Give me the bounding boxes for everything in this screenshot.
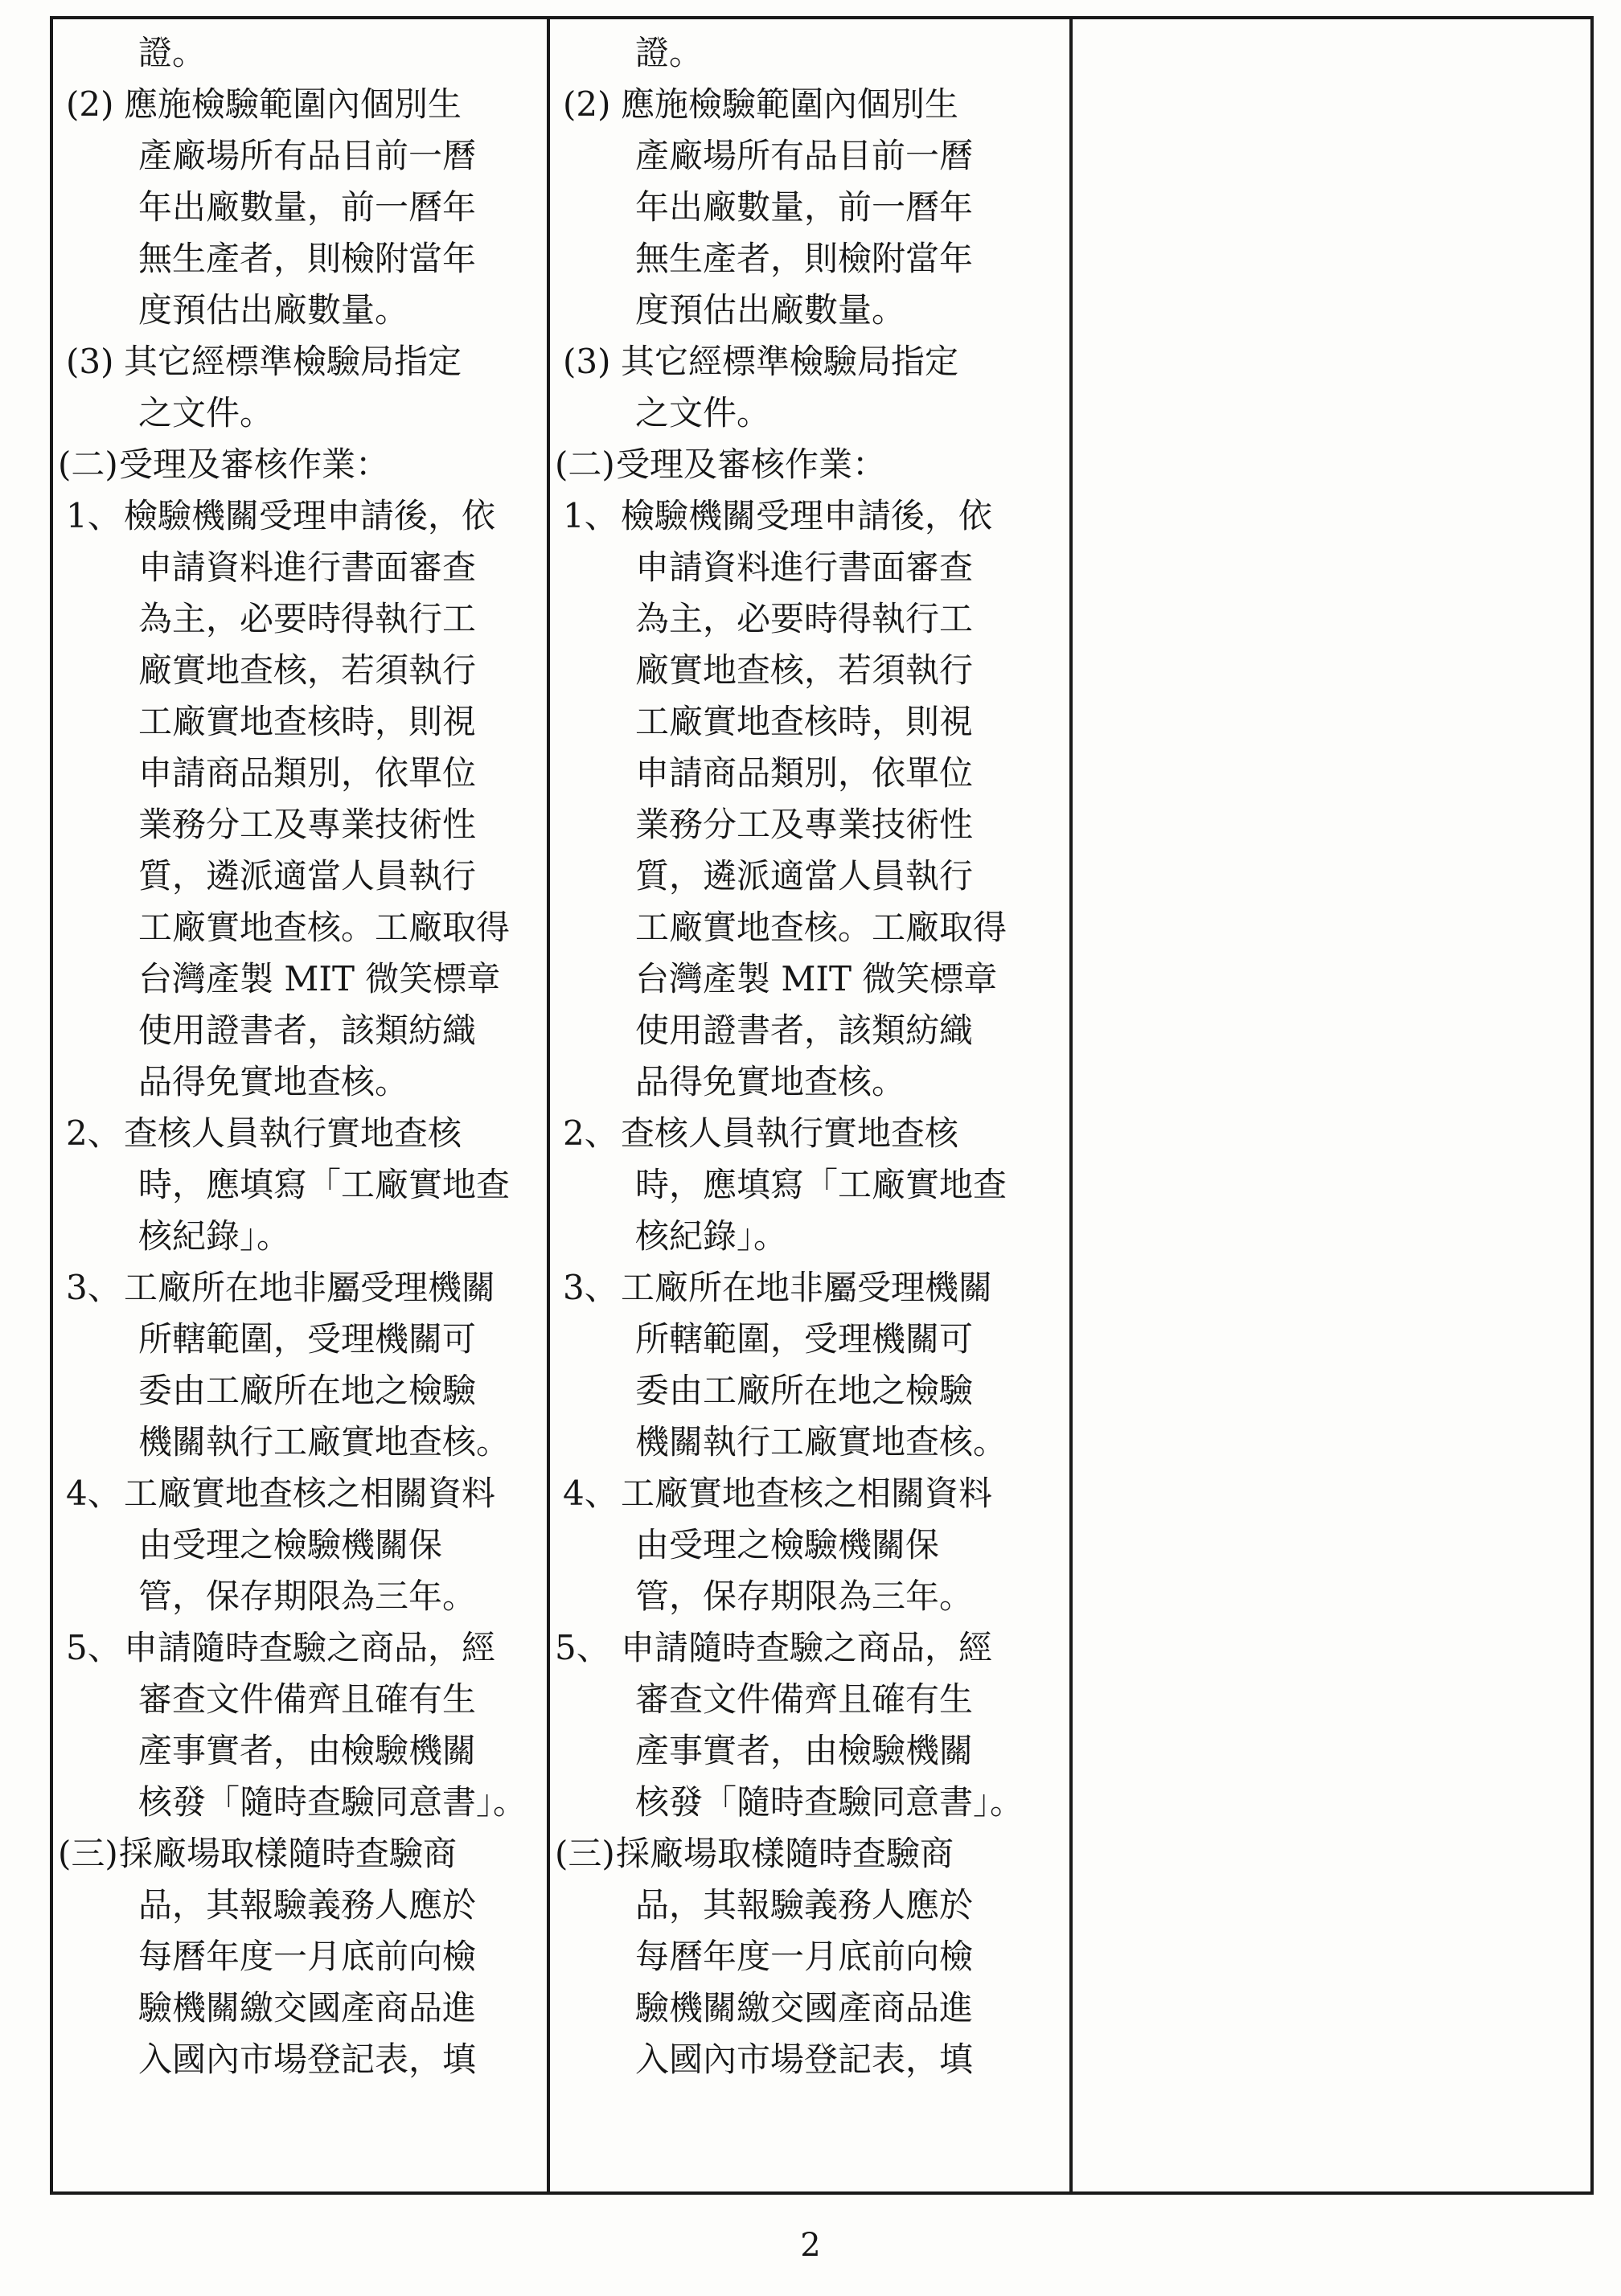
text-line <box>550 1725 1069 1777</box>
item-label: 1、 <box>563 496 618 535</box>
text-line <box>550 1468 1069 1519</box>
line-text: 證。 <box>138 33 207 72</box>
line-text: 受理及審核作業： <box>119 445 390 484</box>
text-line <box>53 1365 547 1417</box>
text-line <box>53 182 547 233</box>
line-text: 業務分工及專業技術性 <box>138 805 477 844</box>
item-label: (3) <box>66 342 114 381</box>
text-line <box>53 1468 547 1519</box>
item-label: 2、 <box>66 1113 121 1153</box>
line-text: 工廠實地查核之相關資料 <box>124 1474 496 1513</box>
line-text: 之文件。 <box>138 393 274 433</box>
line-text: 工廠實地查核時，則視 <box>635 702 974 741</box>
line-text: 驗機關繳交國產商品進 <box>635 1988 974 2027</box>
line-text: 所轄範圍，受理機關可 <box>138 1319 477 1359</box>
text-line <box>53 1056 547 1108</box>
text-line <box>53 748 547 799</box>
line-text: 工廠實地查核。工廠取得 <box>138 908 511 947</box>
text-line <box>53 1417 547 1468</box>
line-text: 使用證書者，該類紡織 <box>635 1011 974 1050</box>
text-line <box>550 1828 1069 1880</box>
line-text: 管，保存期限為三年。 <box>138 1576 477 1616</box>
line-text: 年出廠數量，前一曆年 <box>635 187 974 227</box>
text-line <box>53 1880 547 1931</box>
item-label: (3) <box>563 342 611 381</box>
line-text: 無生產者，則檢附當年 <box>138 239 477 278</box>
text-line <box>550 490 1069 542</box>
text-line <box>53 79 547 130</box>
line-text: 審查文件備齊且確有生 <box>138 1679 477 1719</box>
item-label: (三) <box>555 1834 615 1873</box>
text-line <box>53 1674 547 1725</box>
right-column <box>1073 27 1592 2191</box>
text-line <box>53 1108 547 1159</box>
line-text: 申請商品類別，依單位 <box>635 753 974 793</box>
line-text: 業務分工及專業技術性 <box>635 805 974 844</box>
text-line <box>53 902 547 953</box>
item-label: (2) <box>66 84 114 124</box>
line-text: 品，其報驗義務人應於 <box>138 1885 477 1925</box>
line-text: 核發「隨時查驗同意書」。 <box>635 1782 1024 1822</box>
item-label: 5、 <box>555 1628 610 1667</box>
line-text: 工廠實地查核。工廠取得 <box>635 908 1007 947</box>
page-number: 2 <box>800 2227 821 2264</box>
line-text: 產事實者，由檢驗機關 <box>635 1731 974 1770</box>
text-line <box>53 336 547 387</box>
text-line <box>53 799 547 851</box>
text-line <box>550 1880 1069 1931</box>
text-line <box>53 233 547 285</box>
text-line <box>550 285 1069 336</box>
line-text: 核發「隨時查驗同意書」。 <box>138 1782 527 1822</box>
line-text: 由受理之檢驗機關保 <box>635 1525 940 1564</box>
middle-column <box>550 27 1069 2191</box>
text-line <box>550 336 1069 387</box>
line-text: 查核人員執行實地查核 <box>124 1113 462 1153</box>
text-line <box>53 285 547 336</box>
line-text: 管，保存期限為三年。 <box>635 1576 974 1616</box>
text-line <box>53 1314 547 1365</box>
text-line <box>550 233 1069 285</box>
line-text: 申請隨時查驗之商品，經 <box>124 1628 496 1667</box>
line-text: 查核人員執行實地查核 <box>621 1113 959 1153</box>
line-text: 入國內市場登記表，填 <box>138 2040 477 2079</box>
text-line <box>550 1262 1069 1314</box>
text-line <box>550 1674 1069 1725</box>
item-label: 5、 <box>66 1628 121 1667</box>
line-text: 採廠場取樣隨時查驗商 <box>119 1834 458 1873</box>
line-text: 年出廠數量，前一曆年 <box>138 187 477 227</box>
line-text: 度預估出廠數量。 <box>138 290 409 330</box>
line-text: 為主，必要時得執行工 <box>635 599 974 638</box>
text-line <box>53 542 547 593</box>
text-line <box>53 490 547 542</box>
text-line <box>53 1519 547 1571</box>
line-text: 核紀錄」。 <box>138 1216 291 1256</box>
text-line <box>550 2034 1069 2085</box>
text-line <box>550 645 1069 696</box>
text-line <box>550 1622 1069 1674</box>
text-line <box>53 1725 547 1777</box>
line-text: 之文件。 <box>635 393 771 433</box>
line-text: 廠實地查核，若須執行 <box>138 650 477 690</box>
line-text: 入國內市場登記表，填 <box>635 2040 974 2079</box>
text-line <box>550 748 1069 799</box>
line-text: 品，其報驗義務人應於 <box>635 1885 974 1925</box>
text-line <box>550 387 1069 439</box>
line-text: 應施檢驗範圍內個別生 <box>124 84 462 124</box>
line-text: 工廠實地查核時，則視 <box>138 702 477 741</box>
item-label: (2) <box>563 84 611 124</box>
line-text: 申請資料進行書面審查 <box>138 547 477 587</box>
item-label: (二) <box>555 445 615 484</box>
line-text: 審查文件備齊且確有生 <box>635 1679 974 1719</box>
text-line <box>550 542 1069 593</box>
item-label: 2、 <box>563 1113 618 1153</box>
text-line <box>550 1417 1069 1468</box>
item-label: 3、 <box>563 1268 618 1307</box>
text-line <box>53 953 547 1005</box>
line-text: 每曆年度一月底前向檢 <box>635 1937 974 1976</box>
line-text: 應施檢驗範圍內個別生 <box>621 84 959 124</box>
line-text: 為主，必要時得執行工 <box>138 599 477 638</box>
text-line <box>550 1365 1069 1417</box>
text-line <box>53 593 547 645</box>
line-text: 採廠場取樣隨時查驗商 <box>616 1834 954 1873</box>
line-text: 驗機關繳交國產商品進 <box>138 1988 477 2027</box>
text-line <box>550 1211 1069 1262</box>
line-text: 無生產者，則檢附當年 <box>635 239 974 278</box>
text-line <box>53 1005 547 1056</box>
item-label: 3、 <box>66 1268 121 1307</box>
text-line <box>53 1159 547 1211</box>
text-line <box>550 1159 1069 1211</box>
line-text: 時，應填寫「工廠實地查 <box>635 1165 1007 1204</box>
line-text: 工廠實地查核之相關資料 <box>621 1474 993 1513</box>
text-line <box>550 1314 1069 1365</box>
line-text: 申請商品類別，依單位 <box>138 753 477 793</box>
line-text: 產廠場所有品目前一曆 <box>138 136 477 175</box>
text-line <box>53 851 547 902</box>
text-line <box>53 439 547 490</box>
line-text: 申請資料進行書面審查 <box>635 547 974 587</box>
text-line <box>53 387 547 439</box>
item-label: 4、 <box>66 1474 121 1513</box>
text-line <box>550 799 1069 851</box>
line-text: 核紀錄」。 <box>635 1216 788 1256</box>
text-line <box>550 902 1069 953</box>
comparison-table <box>50 16 1594 2195</box>
line-text: 每曆年度一月底前向檢 <box>138 1937 477 1976</box>
text-line <box>550 1571 1069 1622</box>
line-text: 台灣產製 MIT 微笑標章 <box>635 959 998 998</box>
line-text: 檢驗機關受理申請後，依 <box>124 496 496 535</box>
text-line <box>53 1828 547 1880</box>
line-text: 委由工廠所在地之檢驗 <box>635 1371 974 1410</box>
text-line <box>53 2034 547 2085</box>
line-text: 工廠所在地非屬受理機關 <box>621 1268 993 1307</box>
text-line <box>53 27 547 79</box>
text-line <box>53 130 547 182</box>
text-line <box>53 1262 547 1314</box>
text-line <box>53 1571 547 1622</box>
line-text: 產事實者，由檢驗機關 <box>138 1731 477 1770</box>
item-label: 4、 <box>563 1474 618 1513</box>
line-text: 廠實地查核，若須執行 <box>635 650 974 690</box>
text-line <box>550 1005 1069 1056</box>
text-line <box>53 696 547 748</box>
text-line <box>550 851 1069 902</box>
text-line <box>53 1211 547 1262</box>
text-line <box>550 439 1069 490</box>
text-line <box>550 1108 1069 1159</box>
text-line <box>550 696 1069 748</box>
line-text: 質，遴派適當人員執行 <box>138 856 477 896</box>
line-text: 其它經標準檢驗局指定 <box>621 342 959 381</box>
line-text: 工廠所在地非屬受理機關 <box>124 1268 496 1307</box>
line-text: 委由工廠所在地之檢驗 <box>138 1371 477 1410</box>
line-text: 質，遴派適當人員執行 <box>635 856 974 896</box>
text-line <box>550 79 1069 130</box>
item-label: (三) <box>58 1834 118 1873</box>
text-line <box>550 27 1069 79</box>
line-text: 使用證書者，該類紡織 <box>138 1011 477 1050</box>
item-label: 1、 <box>66 496 121 535</box>
line-text: 品得免實地查核。 <box>635 1062 906 1101</box>
text-line <box>550 130 1069 182</box>
item-label: (二) <box>58 445 118 484</box>
text-line <box>53 1931 547 1982</box>
text-line <box>550 1931 1069 1982</box>
line-text: 機關執行工廠實地查核。 <box>138 1422 511 1462</box>
line-text: 由受理之檢驗機關保 <box>138 1525 443 1564</box>
text-line <box>550 182 1069 233</box>
left-column <box>53 27 547 2191</box>
text-line <box>53 645 547 696</box>
line-text: 申請隨時查驗之商品，經 <box>621 1628 993 1667</box>
text-line <box>550 1777 1069 1828</box>
line-text: 所轄範圍，受理機關可 <box>635 1319 974 1359</box>
line-text: 台灣產製 MIT 微笑標章 <box>138 959 501 998</box>
line-text: 品得免實地查核。 <box>138 1062 409 1101</box>
line-text: 其它經標準檢驗局指定 <box>124 342 462 381</box>
text-line <box>550 1519 1069 1571</box>
line-text: 證。 <box>635 33 704 72</box>
text-line <box>550 953 1069 1005</box>
line-text: 機關執行工廠實地查核。 <box>635 1422 1007 1462</box>
line-text: 檢驗機關受理申請後，依 <box>621 496 993 535</box>
text-line <box>550 1056 1069 1108</box>
text-line <box>550 1982 1069 2034</box>
line-text: 受理及審核作業： <box>616 445 887 484</box>
line-text: 度預估出廠數量。 <box>635 290 906 330</box>
text-line <box>53 1777 547 1828</box>
line-text: 時，應填寫「工廠實地查 <box>138 1165 511 1204</box>
text-line <box>550 593 1069 645</box>
line-text: 產廠場所有品目前一曆 <box>635 136 974 175</box>
text-line <box>53 1622 547 1674</box>
text-line <box>53 1982 547 2034</box>
